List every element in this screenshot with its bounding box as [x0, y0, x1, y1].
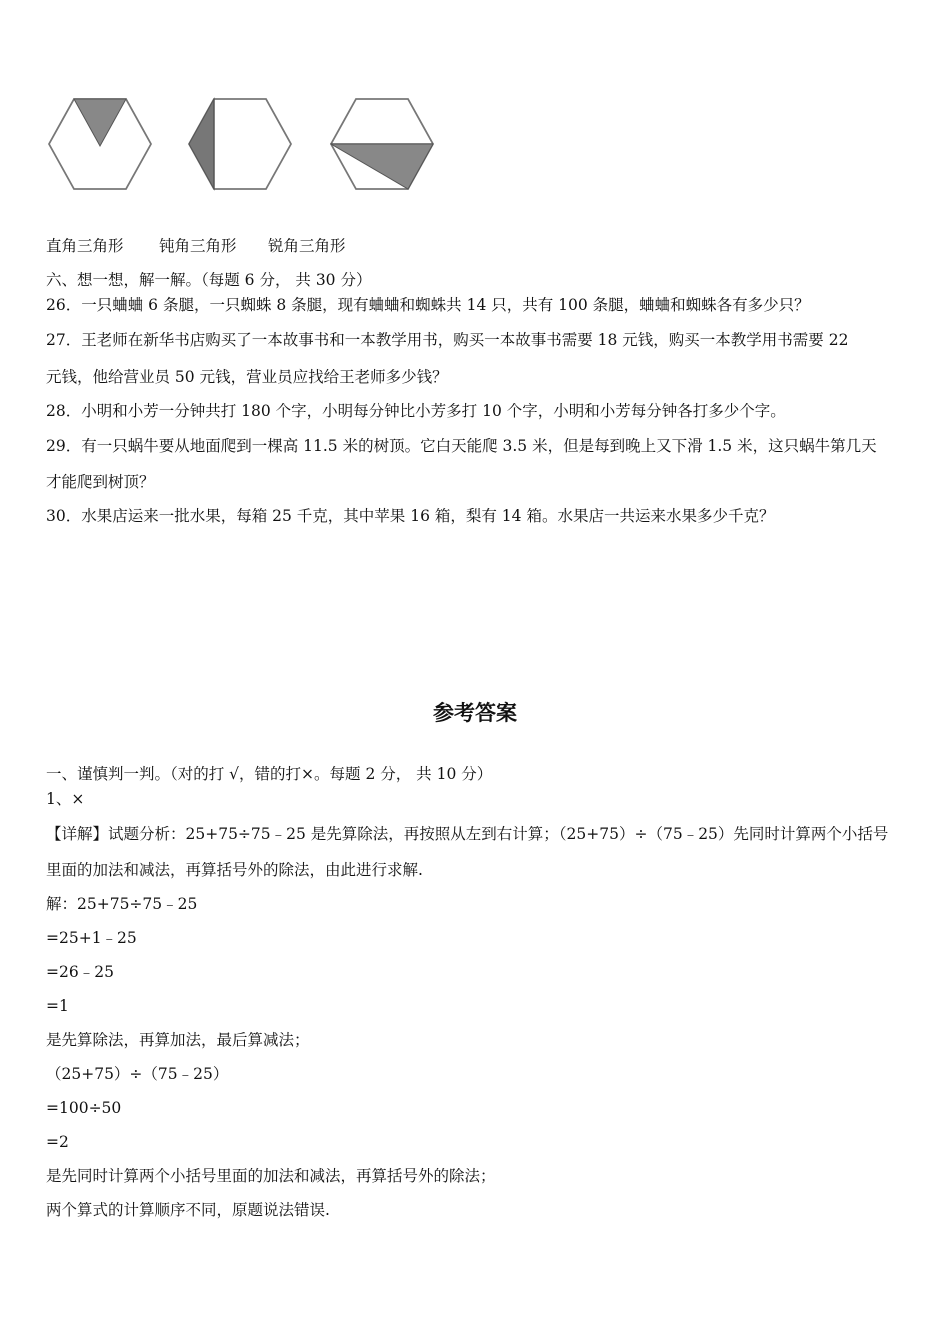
solution-note1: 是先算除法，再算加法，最后算减法；	[46, 1031, 310, 1049]
question-30: 30．水果店运来一批水果，每箱 25 千克，其中苹果 16 箱，梨有 14 箱。水果店一共运来水果多少千克？	[46, 507, 775, 525]
question-28: 28．小明和小芳一分钟共打 180 个字，小明每分钟比小芳多打 10 个字，小明和小芳每分钟各打多少个字。	[46, 402, 786, 420]
question-26: 26．一只蛐蛐 6 条腿，一只蜘蛛 8 条腿，现有蛐蛐和蜘蛛共 14 只，共有 100 条腿，蛐蛐和蜘蛛各有多少只？	[46, 296, 810, 314]
solution-label: 解：25+75÷75﹣25	[46, 895, 198, 913]
solution-step1: =25+1﹣25	[46, 929, 137, 947]
detail-line2: 里面的加法和减法，再算括号外的除法，由此进行求解.	[46, 861, 423, 879]
solution-step2: =26﹣25	[46, 963, 114, 981]
figure-labels	[46, 236, 346, 256]
hexagon-figures	[44, 96, 444, 196]
answers-section1-heading: 一、谨慎判一判。（对的打 √，错的打×。每题 2 分， 共 10 分）	[46, 765, 493, 783]
hexagon-obtuse-triangle-figure	[188, 96, 292, 192]
detail-line1: 【详解】试题分析：25+75÷75﹣25 是先算除法，再按照从左到右计算；（25+75）÷（75﹣25）先同时计算两个小括号	[46, 825, 889, 843]
solution-step4: =100÷50	[46, 1099, 122, 1117]
label-acute-triangle: 锐角三角形	[268, 237, 346, 255]
section6-heading: 六、想一想，解一解。（每题 6 分， 共 30 分）	[46, 271, 372, 289]
answer-1: 1、×	[46, 790, 85, 808]
solution-step3: =1	[46, 997, 69, 1015]
solution-conclusion: 两个算式的计算顺序不同，原题说法错误.	[46, 1201, 330, 1219]
solution-expr2: （25+75）÷（75﹣25）	[46, 1065, 229, 1083]
question-29-line1: 29．有一只蜗牛要从地面爬到一棵高 11.5 米的树顶。它白天能爬 3.5 米，但是每到晚上又下滑 1.5 米，这只蜗牛第几天	[46, 437, 877, 455]
question-27-line2: 元钱，他给营业员 50 元钱，营业员应找给王老师多少钱？	[46, 368, 448, 386]
answers-title: 参考答案	[433, 701, 517, 725]
question-29-line2: 才能爬到树顶？	[46, 473, 155, 491]
label-right-triangle: 直角三角形	[46, 237, 124, 255]
hexagon-right-triangle-figure	[48, 96, 152, 192]
solution-step5: =2	[46, 1133, 69, 1151]
hexagon-acute-triangle-figure	[330, 96, 434, 192]
solution-note2: 是先同时计算两个小括号里面的加法和减法，再算括号外的除法；	[46, 1167, 496, 1185]
label-obtuse-triangle: 钝角三角形	[159, 237, 237, 255]
question-27-line1: 27．王老师在新华书店购买了一本故事书和一本教学用书，购买一本故事书需要 18 元钱，购买一本教学用书需要 22	[46, 331, 849, 349]
